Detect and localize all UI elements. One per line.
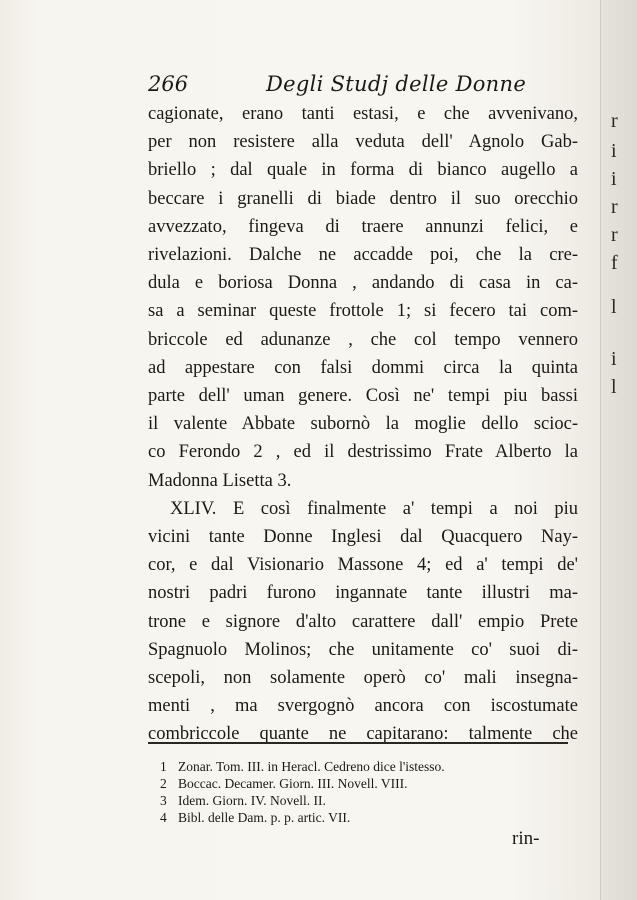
edge-letter: r	[611, 224, 618, 246]
edge-letter: f	[611, 252, 618, 274]
catchword: rin-	[512, 828, 540, 849]
footnotes	[160, 758, 580, 826]
text-line: per non resistere alla veduta dell' Agnolo Gab-	[148, 132, 578, 153]
text-line: rivelazioni. Dalche ne accadde poi, che la cre-	[148, 245, 578, 266]
footnote: 2 Boccac. Decamer. Giorn. III. Novell. VIII.	[160, 776, 408, 791]
text-line: il valente Abbate subornò la moglie dello scioc-	[148, 414, 578, 435]
text-line: vicini tante Donne Inglesi dal Quacquero Nay-	[148, 527, 578, 548]
page-number: 266	[148, 72, 189, 96]
text-line: trone e signore d'alto carattere dall' empio Prete	[148, 611, 578, 632]
edge-letter: l	[611, 296, 617, 318]
footnote: 4 Bibl. delle Dam. p. p. artic. VII.	[160, 810, 351, 825]
edge-letter: i	[611, 348, 617, 370]
text-line: dula e boriosa Donna , andando di casa in ca-	[148, 273, 578, 294]
text-line: ad appestare con falsi dommi circa la quinta	[148, 357, 578, 378]
edge-letter: r	[611, 196, 618, 218]
footnote: 1 Zonar. Tom. III. in Heracl. Cedreno dice l'istesso.	[160, 759, 445, 774]
footnote: 3 Idem. Giorn. IV. Novell. II.	[160, 793, 326, 808]
edge-letter: i	[611, 140, 617, 162]
text-line: beccare i granelli di biade dentro il suo orecchio	[148, 188, 578, 209]
text-line: co Ferondo 2 , ed il destrissimo Frate Alberto la	[148, 442, 578, 463]
footnote-rule	[148, 742, 568, 744]
main-text	[148, 100, 578, 749]
text-line: scepoli, non solamente operò co' mali insegna-	[148, 668, 578, 689]
text-line: cagionate, erano tanti estasi, e che avvenivano,	[148, 104, 578, 124]
text-line: Spagnuolo Molinos; che unitamente co' suoi di-	[148, 639, 578, 660]
edge-letter: i	[611, 168, 617, 190]
edge-letter: r	[611, 110, 618, 132]
facing-page-edge	[600, 0, 637, 900]
text-line: Madonna Lisetta 3.	[148, 470, 292, 491]
section-start-line: XLIV. E così finalmente a' tempi a noi piu	[170, 498, 578, 519]
text-line: parte dell' uman genere. Così ne' tempi piu bassi	[148, 386, 578, 407]
text-line: briello ; dal quale in forma di bianco augello a	[148, 160, 578, 181]
text-line: combriccole quante ne capitarano: talmente che	[148, 724, 578, 745]
text-line: menti , ma svergognò ancora con iscostumate	[148, 696, 578, 717]
edge-letter: l	[611, 376, 617, 398]
running-title: Degli Studj delle Donne	[266, 72, 527, 96]
text-line: cor, e dal Visionario Massone 4; ed a' tempi de'	[148, 555, 578, 576]
text-line: nostri padri furono ingannate tante illustri ma-	[148, 583, 578, 604]
text-line: briccole ed adunanze , che col tempo vennero	[148, 329, 578, 350]
text-line: avvezzato, fingeva di traere annunzi felici, e	[148, 216, 578, 237]
text-line: sa a seminar queste frottole 1; si fecero tai com-	[148, 301, 578, 322]
